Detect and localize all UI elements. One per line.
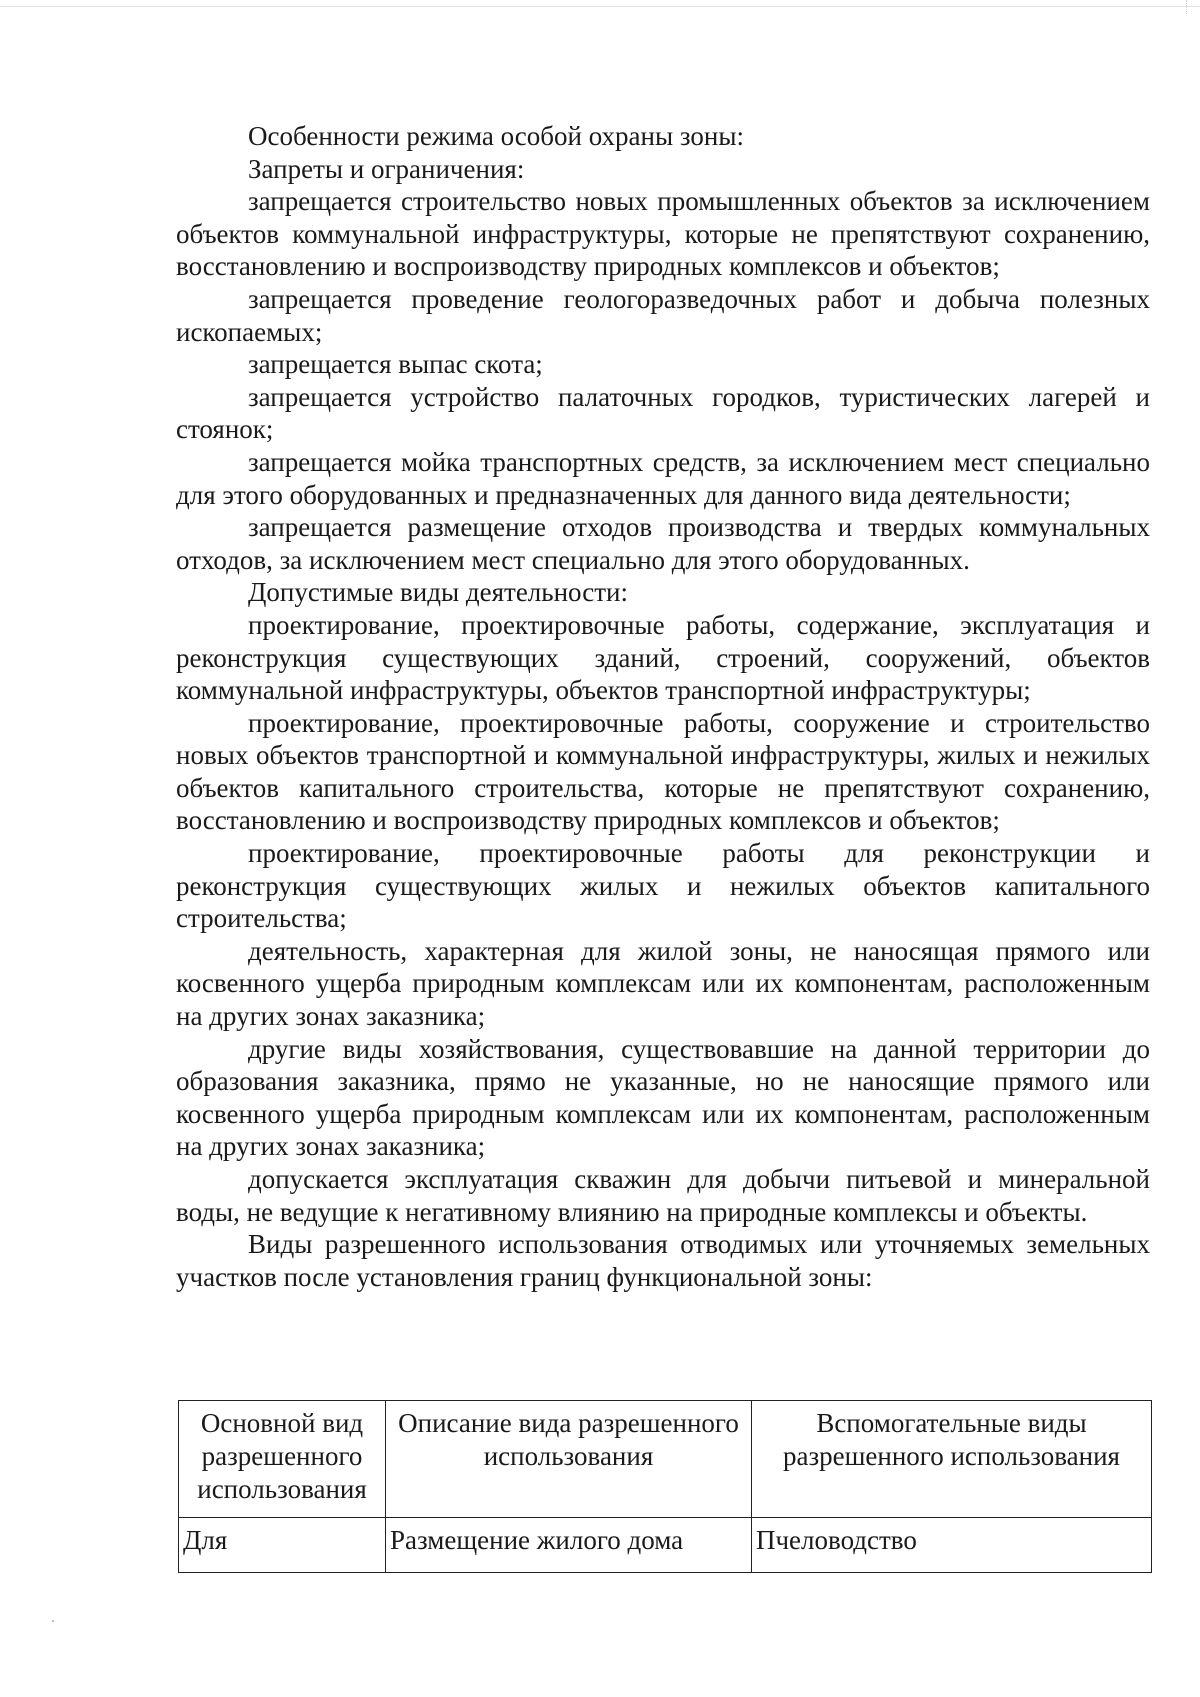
allowed-activity-paragraph: деятельность, характерная для жилой зоны, не наносящая прямого или косвенного ущерба природным комплексам или их компонентам, расположенным на других зонах заказника;	[176, 935, 1150, 1032]
table-intro-paragraph: Виды разрешенного использования отводимых или уточняемых земельных участков после установления границ функциональной зоны:	[176, 1229, 1150, 1292]
subsection-heading: Запреты и ограничения:	[248, 153, 525, 184]
header-main-use: Основной вид разрешенного использования	[179, 1401, 386, 1518]
table-row	[179, 1518, 1152, 1573]
allowed-activity-paragraph: проектирование, проектировочные работы, содержание, эксплуатация и реконструкция существующих зданий, строений, сооружений, объектов коммунальной инфраструктуры, объектов транспортной инфраструктуры;	[176, 609, 1150, 706]
subsection-heading: Допустимые виды деятельности:	[248, 577, 628, 608]
restriction-paragraph: запрещается мойка транспортных средств, за исключением мест специально для этого оборудованных и предназначенных для данного вида деятельности;	[176, 446, 1150, 510]
allowed-activity-paragraph: проектирование, проектировочные работы, сооружение и строительство новых объектов транспортной и коммунальной инфраструктуры, жилых и нежилых объектов капитального строительства, которые не препятствуют сохранению, восстановлению и воспроизводству природных комплексов и объектов;	[176, 707, 1150, 836]
land-use-table	[178, 1400, 1152, 1573]
allowed-activity-paragraph: допускается эксплуатация скважин для добычи питьевой и минеральной воды, не ведущие к негативному влиянию на природные комплексы и объекты.	[176, 1164, 1150, 1227]
scan-speck	[52, 1620, 54, 1622]
restriction-paragraph: запрещается строительство новых промышленных объектов за исключением объектов коммунальной инфраструктуры, которые не препятствуют сохранению, восстановлению и воспроизводству природных комплексов и объектов;	[176, 186, 1150, 282]
document-body	[176, 120, 1150, 1293]
scan-corner-mark	[1186, 0, 1200, 14]
header-use-description: Описание вида разрешенного использования	[386, 1401, 752, 1518]
land-use-table-wrapper	[178, 1400, 1152, 1573]
allowed-activity-paragraph: другие виды хозяйствования, существовавшие на данной территории до образования заказника, прямо не указанные, но не наносящие прямого или косвенного ущерба природным комплексам или их компонентам, расположенным на других зонах заказника;	[176, 1033, 1150, 1162]
cell-main-use: Для	[179, 1518, 386, 1573]
restriction-paragraph: запрещается размещение отходов производства и твердых коммунальных отходов, за исключением мест специально для этого оборудованных.	[176, 512, 1150, 575]
table-header-row	[179, 1401, 1152, 1518]
allowed-activity-paragraph: проектирование, проектировочные работы для реконструкции и реконструкция существующих жилых и нежилых объектов капитального строительства;	[176, 838, 1150, 934]
restriction-paragraph: запрещается проведение геологоразведочных работ и добыча полезных ископаемых;	[176, 283, 1150, 347]
cell-use-description: Размещение жилого дома	[386, 1518, 752, 1573]
section-heading: Особенности режима особой охраны зоны:	[248, 121, 744, 151]
restriction-paragraph: запрещается устройство палаточных городков, туристических лагерей и стоянок;	[176, 381, 1150, 445]
scan-edge-line	[0, 6, 1200, 7]
cell-auxiliary-use: Пчеловодство	[751, 1518, 1151, 1573]
restriction-paragraph: запрещается выпас скота;	[248, 349, 543, 380]
header-auxiliary-use: Вспомогательные виды разрешенного использования	[751, 1401, 1151, 1518]
